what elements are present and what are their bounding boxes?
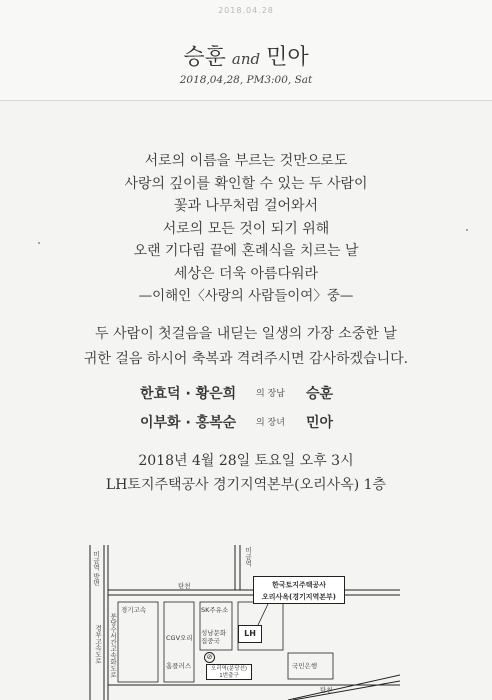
bride-first-name: 민아 [266,45,309,70]
poem-line: 서로의 모든 것이 되기 위해 [162,220,330,237]
venue-name-line: 오리사옥(경기지역본부) [261,593,337,601]
poem-source: —이해인〈사랑의 사람들이여〉중— [138,288,354,304]
poem-line: 꽃과 나무처럼 걸어와서 [173,198,319,214]
groom-name: 승훈 [306,386,334,402]
map-place: 경기고속 [121,606,147,614]
poem-line: 서로의 이름을 부르는 것만으로도 [144,153,348,169]
bride-name: 민아 [306,415,334,431]
invitation-message [0,322,492,372]
groom-first-name: 승훈 [183,45,226,70]
road-label: 경부고속도로 [94,625,102,664]
lh-logo: LH [238,625,262,643]
road-label: 탄천 [178,582,191,590]
header-section [0,0,492,101]
road-label: 탄천 [320,686,333,694]
invitation-line: 두 사람이 첫걸음을 내딛는 일생의 가장 소중한 날 [95,326,397,342]
bride-parent-names: 이부화 · 홍복순 [140,415,237,431]
road-label: 미금역 방면 [92,551,100,586]
and-mark: and [231,50,261,68]
groom-parent-names: 한효덕 · 황은희 [140,386,237,402]
road-label: 분당수서간고속화도로 [109,613,117,678]
date-code: 2018.04.28 [218,6,274,15]
bus-stop-label: 오리역(분당선) 1번출구 [206,664,252,680]
map-place: 성남문화 집중국 [201,629,227,645]
event-venue: LH토지주택공사 경기지역본부(오리사옥) 1층 [105,477,387,493]
poem-line: 사랑의 깊이를 확인할 수 있는 두 사람이 [124,175,368,192]
poem-line: 세상은 더욱 아름다워라 [173,265,319,282]
no-entry-icon: ⊘ [204,652,215,663]
bride-parents [140,412,400,434]
groom-parents [140,383,400,405]
map-place: SK주유소 [201,606,229,614]
map-place: 국민은행 [292,662,318,670]
venue-name-line: 한국토지주택공사 [271,581,327,589]
groom-relation: 의 장남 [256,389,285,399]
invitation-line: 귀한 걸음 하시어 축복과 격려주시면 감사하겠습니다. [83,351,409,367]
road-label: 미금역 [244,547,252,567]
poem-line: 오랜 기다림 끝에 혼례식을 치르는 날 [133,243,359,259]
venue-label-box [253,576,345,604]
poem [0,150,492,285]
bride-relation: 의 장녀 [256,418,285,428]
wedding-date-line: 2018,04,28, PM3:00, Sat [179,74,313,86]
location-map [88,545,400,700]
map-place: 홈플러스 [166,662,192,670]
map-place: CGV오리 [166,634,193,642]
event-datetime: 2018년 4월 28일 토요일 오후 3시 [138,453,354,469]
couple-title [0,40,492,71]
